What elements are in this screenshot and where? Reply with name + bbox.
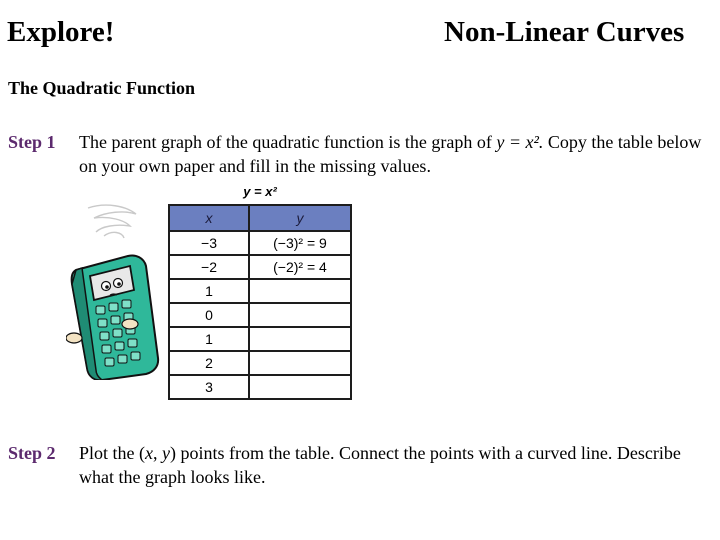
- table-cell-y: (−2)² = 4: [249, 255, 351, 279]
- table-header-x: x: [169, 205, 249, 231]
- step-2-text-c: ) points from the table. Connect the points with a curved line. Describe what the graph looks like.: [79, 443, 681, 487]
- table-cell-x: 0: [169, 303, 249, 327]
- table-header-y: y: [249, 205, 351, 231]
- table-row: [169, 255, 351, 279]
- table-cell-x: −3: [169, 231, 249, 255]
- table-cell-y: (−3)² = 9: [249, 231, 351, 255]
- step-1-equation: y = x².: [496, 132, 544, 152]
- step-2-text-b: ,: [153, 443, 162, 463]
- table-cell-x: 1: [169, 327, 249, 351]
- step-1-text: [79, 130, 709, 178]
- table-cell-x: 2: [169, 351, 249, 375]
- section-title: The Quadratic Function: [8, 78, 196, 98]
- step-1-text-after: Copy the table below on your own paper and fill in the missing values.: [79, 132, 702, 176]
- step-2-var-y: y: [162, 443, 170, 463]
- table-cell-x: 1: [169, 279, 249, 303]
- table-row: [169, 327, 351, 351]
- table-cell-y: [249, 351, 351, 375]
- table-row: [169, 231, 351, 255]
- table-cell-y: [249, 303, 351, 327]
- table-cell-y: [249, 375, 351, 399]
- table-caption: y = x²: [243, 184, 277, 199]
- table-row: [169, 375, 351, 399]
- page-title-topic: Non-Linear Curves: [444, 16, 685, 48]
- value-table: [168, 204, 352, 400]
- step-1-label: Step 1: [8, 132, 56, 152]
- step-2-text-a: Plot the (: [79, 443, 145, 463]
- table-cell-y: [249, 279, 351, 303]
- step-1-text-before: The parent graph of the quadratic function is the graph of: [79, 132, 497, 152]
- table-cell-x: 3: [169, 375, 249, 399]
- table-cell-x: −2: [169, 255, 249, 279]
- page-title-explore: Explore!: [7, 16, 115, 48]
- table-row: [169, 279, 351, 303]
- calculator-character-icon: [66, 200, 166, 380]
- step-2-label: Step 2: [8, 443, 56, 463]
- table-cell-y: [249, 327, 351, 351]
- step-2-var-x: x: [145, 443, 153, 463]
- table-row: [169, 351, 351, 375]
- step-2-text: [79, 441, 709, 489]
- table-row: [169, 303, 351, 327]
- table-header-row: [169, 205, 351, 231]
